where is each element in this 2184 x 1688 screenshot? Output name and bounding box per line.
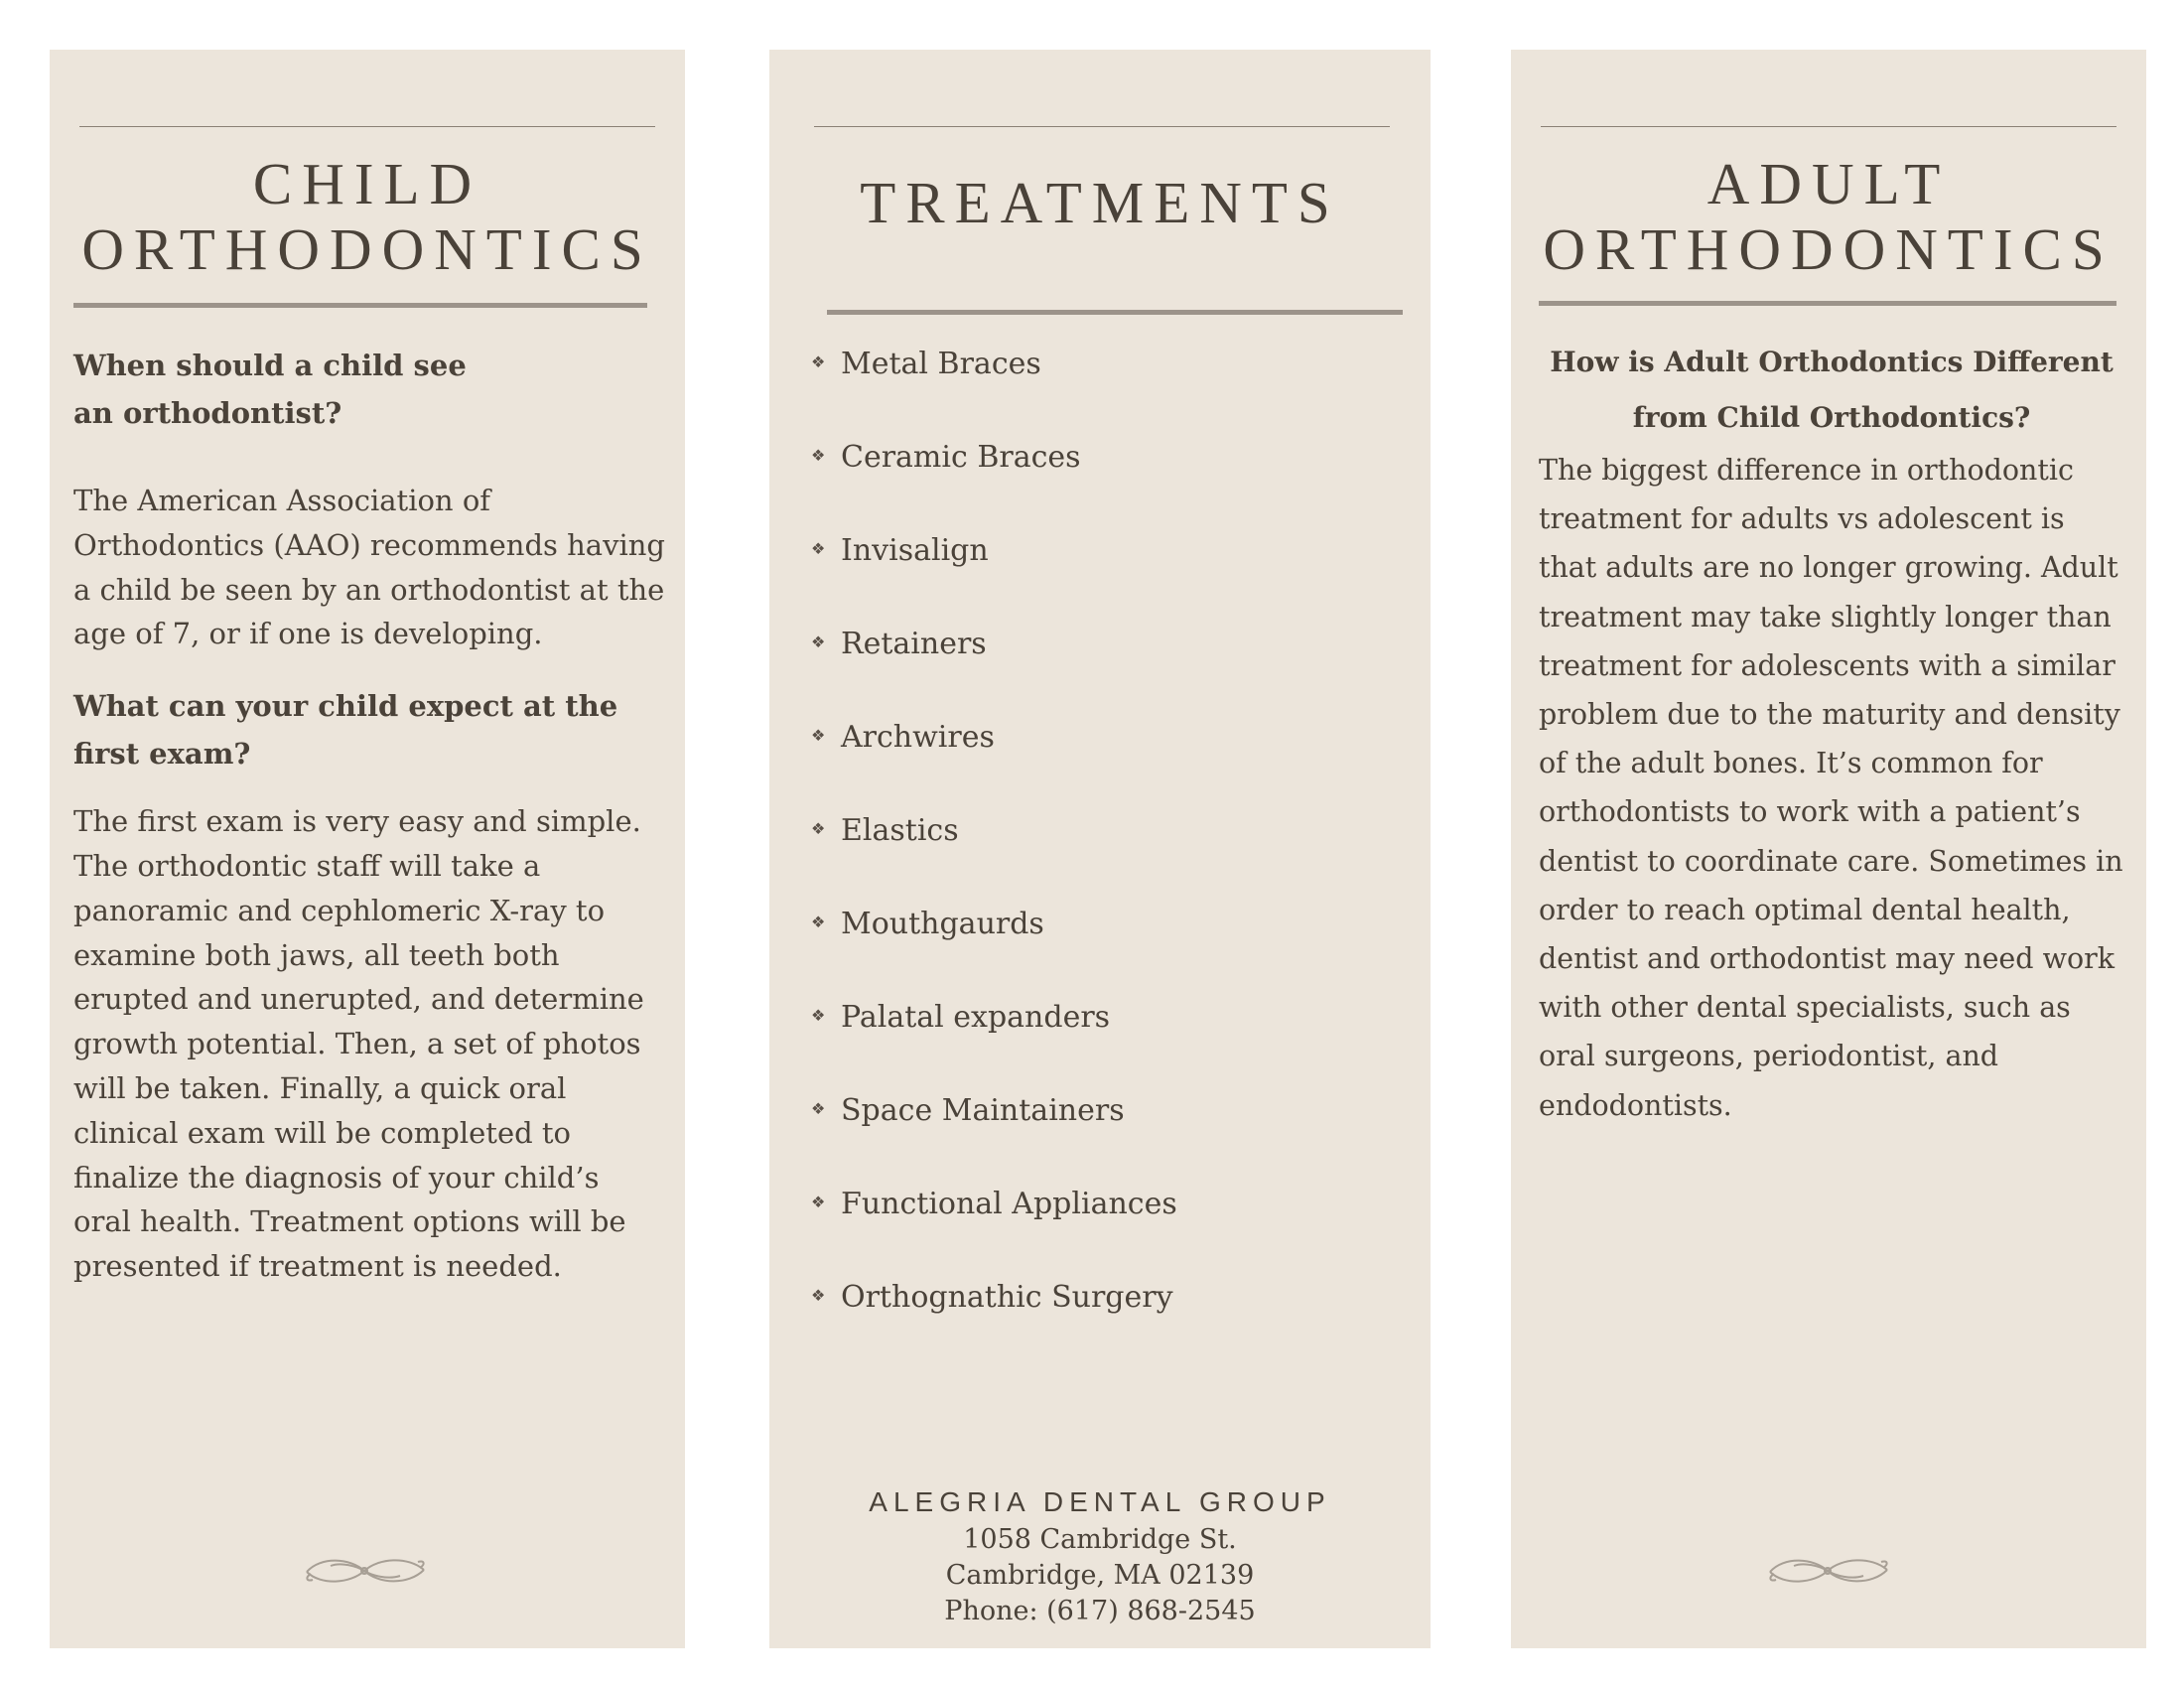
child-question-2: What can your child expect at the first exam? xyxy=(73,689,618,772)
child-paragraph-1: The American Association of Orthodontics (AAO) recommends having a child be seen by an orthodontist at the age of 7, or if one is developing. xyxy=(73,484,666,651)
diamond-bullet-icon: ❖ xyxy=(811,726,826,745)
diamond-bullet-icon: ❖ xyxy=(811,446,826,465)
list-item-label: Functional Appliances xyxy=(841,1187,1177,1221)
flourish-ornament-icon xyxy=(301,1552,430,1590)
diamond-bullet-icon: ❖ xyxy=(811,1193,826,1211)
adult-paragraph-1: The biggest difference in orthodontic treatment for adults vs adolescent is that adults are no longer growing. Adult treatment may take slightly longer than treatment for adolescents with a similar problem due to the maturity and density of the adult bones. It’s common for orthodontists to work with a patient’s dentist to coordinate care. Sometimes in order to reach optimal dental health, dentist and orthodontist may need work with other dental specialists, such as oral surgeons, periodontist, and endodontists. xyxy=(1539,454,2123,1122)
list-item-label: Mouthgaurds xyxy=(841,907,1044,941)
list-item xyxy=(811,1089,1177,1183)
list-item-label: Palatal expanders xyxy=(841,1000,1111,1035)
diamond-bullet-icon: ❖ xyxy=(811,1286,826,1305)
list-item xyxy=(811,1183,1177,1276)
adult-title-line1: ADULT xyxy=(1706,151,1951,216)
address-line-2: Cambridge, MA 02139 xyxy=(945,1560,1255,1591)
list-item xyxy=(811,436,1177,529)
diamond-bullet-icon: ❖ xyxy=(811,1099,826,1118)
title-underline xyxy=(73,303,647,308)
diamond-bullet-icon: ❖ xyxy=(811,1006,826,1025)
list-item-label: Retainers xyxy=(841,627,987,661)
list-item-label: Metal Braces xyxy=(841,347,1041,381)
treatments-list xyxy=(811,343,1177,1369)
adult-orthodontics-panel xyxy=(1511,50,2146,1648)
adult-content xyxy=(1539,346,2124,1130)
list-item xyxy=(811,529,1177,623)
list-item xyxy=(811,343,1177,436)
adult-question-1: How is Adult Orthodontics Different from Child Orthodontics? xyxy=(1550,346,2114,434)
practice-footer xyxy=(769,1482,1431,1629)
list-item xyxy=(811,716,1177,809)
diamond-bullet-icon: ❖ xyxy=(811,633,826,651)
diamond-bullet-icon: ❖ xyxy=(811,819,826,838)
child-title-line1: CHILD xyxy=(252,151,482,216)
list-item xyxy=(811,996,1177,1089)
child-question-1: When should a child see an orthodontist? xyxy=(73,349,467,430)
top-rule xyxy=(1541,126,2116,127)
flourish-ornament-icon xyxy=(1764,1552,1893,1590)
title-underline xyxy=(827,310,1403,315)
diamond-bullet-icon: ❖ xyxy=(811,539,826,558)
practice-name: ALEGRIA DENTAL GROUP xyxy=(869,1486,1331,1517)
list-item-label: Archwires xyxy=(841,720,995,755)
child-title-line2: ORTHODONTICS xyxy=(81,216,653,282)
top-rule xyxy=(814,126,1390,127)
treatments-panel xyxy=(769,50,1431,1648)
diamond-bullet-icon: ❖ xyxy=(811,352,826,371)
list-item xyxy=(811,623,1177,716)
treatments-title: TREATMENTS xyxy=(860,170,1340,235)
child-orthodontics-panel xyxy=(50,50,685,1648)
list-item-label: Orthognathic Surgery xyxy=(841,1280,1173,1315)
adult-title xyxy=(1511,151,2146,282)
list-item-label: Space Maintainers xyxy=(841,1093,1125,1128)
diamond-bullet-icon: ❖ xyxy=(811,913,826,931)
list-item xyxy=(811,903,1177,996)
top-rule xyxy=(79,126,655,127)
list-item-label: Elastics xyxy=(841,813,959,848)
child-paragraph-2: The first exam is very easy and simple. The orthodontic staff will take a panoramic and cephlomeric X-ray to examine both jaws, all teeth both erupted and unerupted, and determine growth potential. Then, a set of photos will be taken. Finally, a quick oral clinical exam will be completed to finalize the diagnosis of your child’s oral health. Treatment options will be presented if treatment is needed. xyxy=(73,804,644,1284)
title-underline xyxy=(1539,301,2116,306)
list-item-label: Invisalign xyxy=(841,533,989,568)
phone-number: Phone: (617) 868-2545 xyxy=(944,1596,1256,1626)
list-item-label: Ceramic Braces xyxy=(841,440,1081,475)
adult-title-line2: ORTHODONTICS xyxy=(1543,216,2115,282)
list-item xyxy=(811,1276,1177,1369)
child-content xyxy=(73,342,665,1289)
list-item xyxy=(811,809,1177,903)
address-line-1: 1058 Cambridge St. xyxy=(963,1524,1237,1555)
child-title xyxy=(50,151,685,282)
